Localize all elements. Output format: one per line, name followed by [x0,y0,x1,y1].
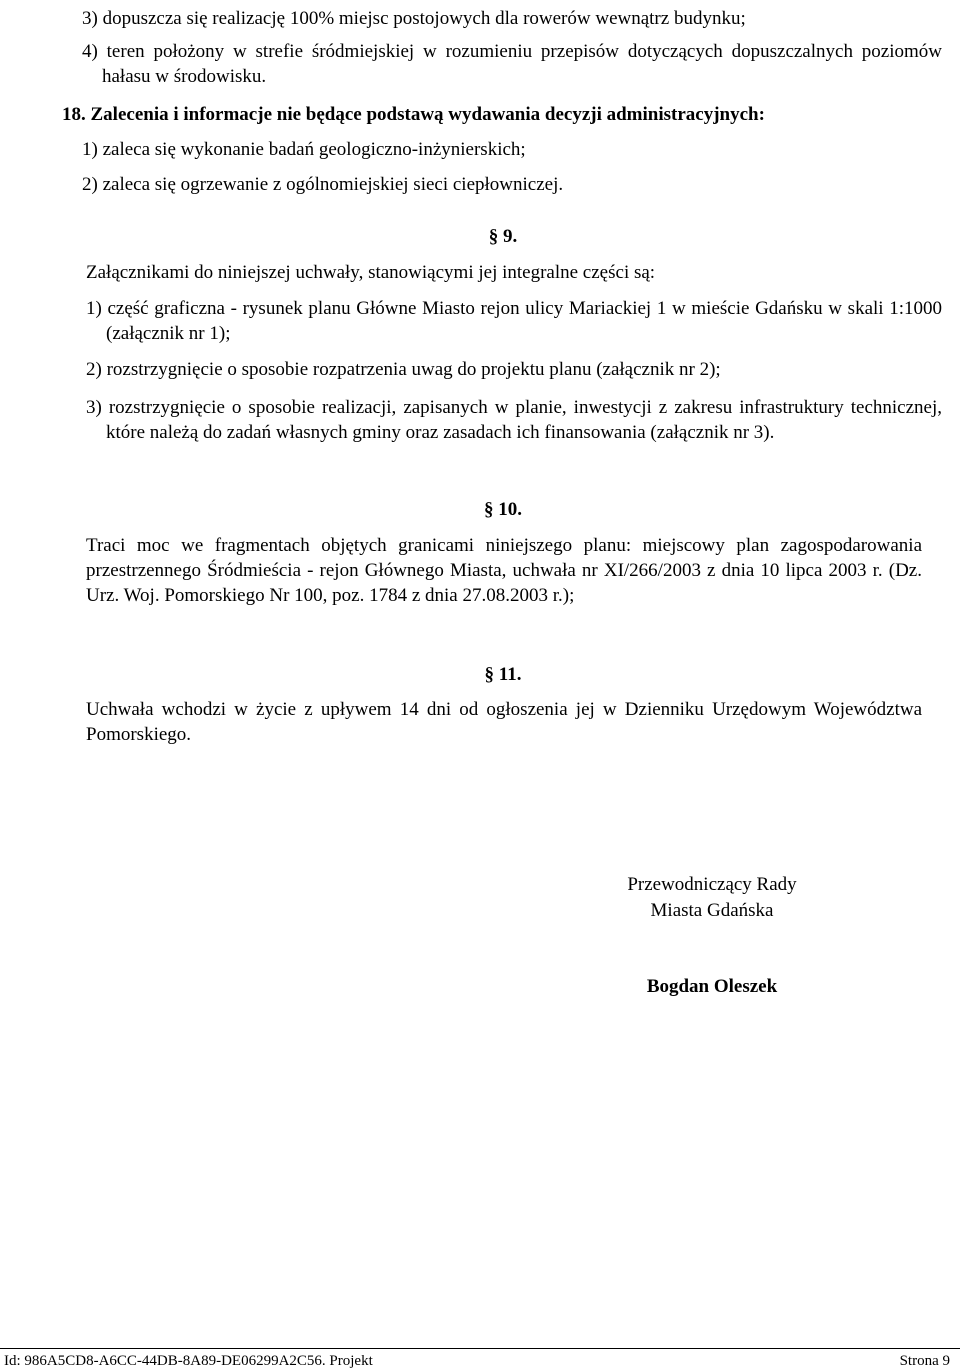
page-number: Strona 9 [899,1353,950,1369]
section-18-item-2: 2) zaleca się ogrzewanie z ogólnomiejskiej sieci ciepłowniczej. [82,174,564,195]
paragraph-9-item-2: 2) rozstrzygnięcie o sposobie rozpatrzenia uwag do projektu planu (załącznik nr 2); [86,359,721,380]
section-18-heading: 18. Zalecenia i informacje nie będące podstawą wydawania decyzji administracyjnych: [62,104,765,125]
paragraph-11-number: § 11. [484,664,522,685]
paragraph-11-text: Uchwała wchodzi w życie z upływem 14 dni od ogłoszenia jej w Dzienniku Urzędowym Województwa Pomorskiego. [86,699,922,745]
signature-title-line-1: Przewodniczący Rady [627,874,797,895]
paragraph-9-intro: Załącznikami do niniejszej uchwały, stanowiącymi jej integralne części są: [86,262,656,283]
paragraph-9-item-1: 1) część graficzna - rysunek planu Główne Miasto rejon ulicy Mariackiej 1 w mieście Gdańsku w skali 1:1000 (załącznik nr 1); [86,298,942,344]
signature-name: Bogdan Oleszek [646,976,778,997]
paragraph-9-item-3: 3) rozstrzygnięcie o sposobie realizacji, zapisanych w planie, inwestycji z zakresu infrastruktury technicznej, które należą do zadań własnych gminy oraz zasadach ich finansowania (załącznik nr 3). [86,397,942,443]
document-id: Id: 986A5CD8-A6CC-44DB-8A89-DE06299A2C56. Projekt [4,1353,373,1369]
paragraph-10-number: § 10. [484,499,522,520]
section-18-item-1: 1) zaleca się wykonanie badań geologiczno-inżynierskich; [82,139,526,160]
page-footer [0,1348,960,1372]
list-item-top-4: 4) teren położony w strefie śródmiejskiej w rozumieniu przepisów dotyczących dopuszczalnych poziomów hałasu w środowisku. [82,41,942,87]
paragraph-10-text: Traci moc we fragmentach objętych granicami niniejszego planu: miejscowy plan zagospodarowania przestrzennego Śródmieścia - rejon Głównego Miasta, uchwała nr XI/266/2003 z dnia 10 lipca 2003 r. (Dz. Urz. Woj. Pomorskiego Nr 100, poz. 1784 z dnia 27.08.2003 r.); [86,535,922,606]
paragraph-9-number: § 9. [488,226,518,247]
list-item-top-3: 3) dopuszcza się realizację 100% miejsc postojowych dla rowerów wewnątrz budynku; [82,8,746,29]
signature-title-line-2: Miasta Gdańska [650,900,774,921]
